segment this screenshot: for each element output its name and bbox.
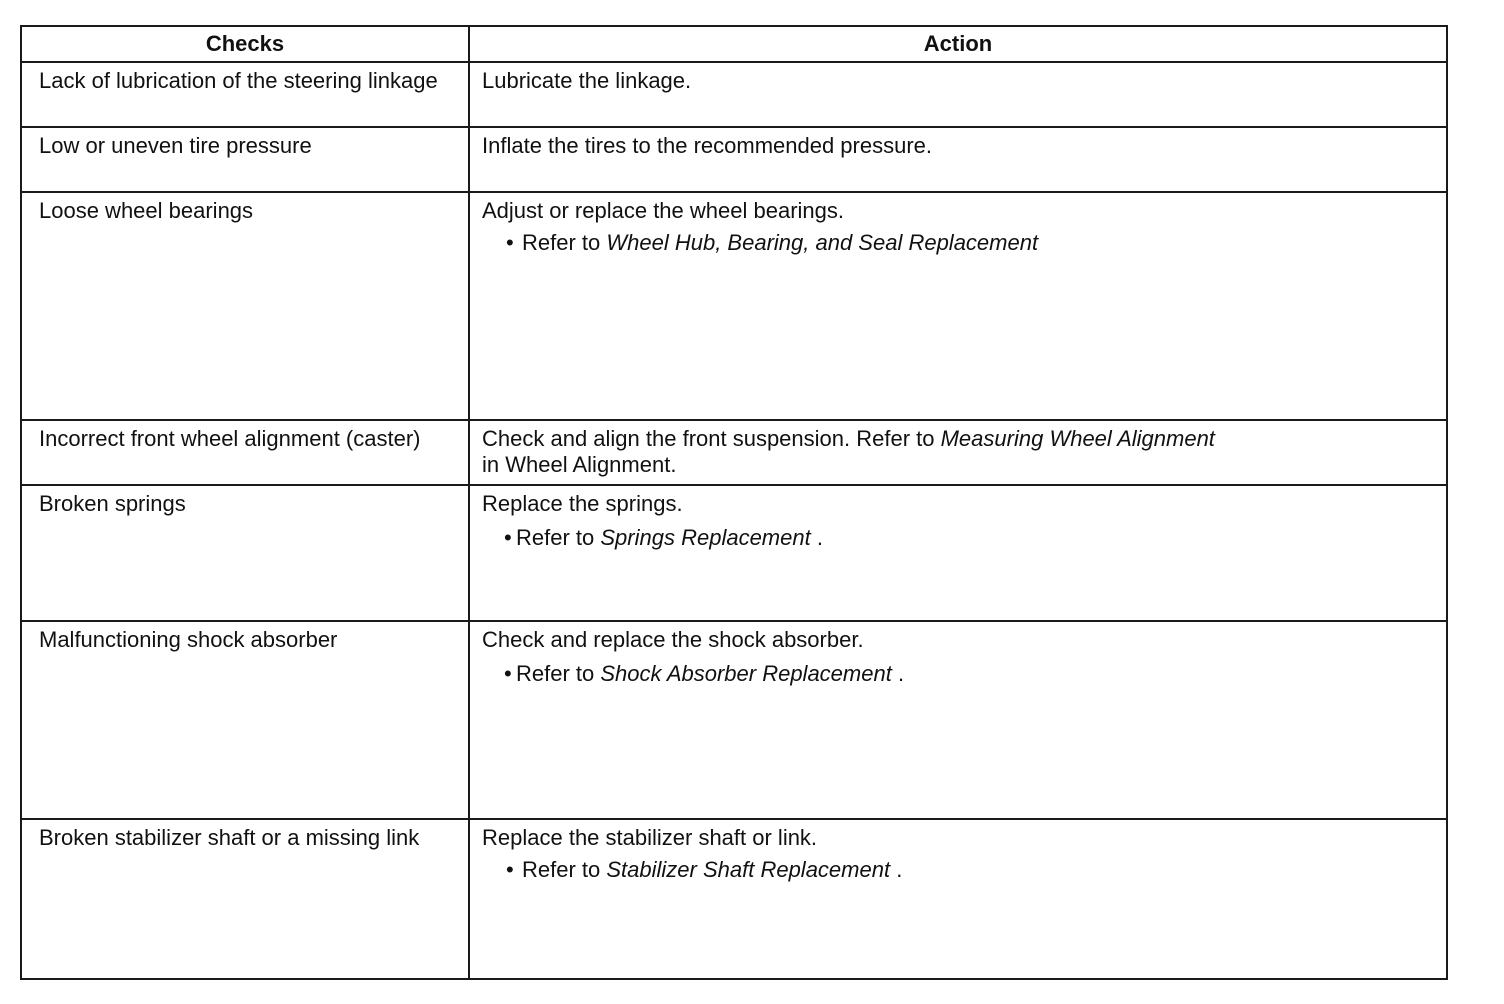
checks-column-header: Checks	[21, 26, 469, 62]
table-row	[21, 485, 1447, 621]
action-cell	[469, 819, 1447, 979]
check-cell	[21, 192, 469, 420]
action-cell	[469, 192, 1447, 420]
action-cell	[469, 127, 1447, 192]
action-cell	[469, 420, 1447, 485]
table-row	[21, 621, 1447, 819]
check-text: Incorrect front wheel alignment (caster)	[39, 426, 421, 451]
check-text: Broken stabilizer shaft or a missing link	[39, 825, 420, 850]
bullet-icon: •	[504, 525, 512, 550]
reference-suffix: .	[890, 857, 903, 882]
reference-title: Wheel Hub, Bearing, and Seal Replacement	[606, 230, 1039, 255]
diagnosis-table	[20, 25, 1448, 980]
reference-title: Measuring Wheel Alignment	[940, 426, 1215, 451]
check-cell	[21, 485, 469, 621]
table-row	[21, 192, 1447, 420]
reference-suffix: .	[891, 661, 905, 686]
check-cell	[21, 420, 469, 485]
check-text: Low or uneven tire pressure	[39, 133, 312, 158]
table-row	[21, 819, 1447, 979]
reference-line	[482, 230, 1436, 256]
action-text: Adjust or replace the wheel bearings.	[482, 198, 844, 223]
action-cell	[469, 485, 1447, 621]
reference-title: Stabilizer Shaft Replacement	[606, 857, 891, 882]
bullet-icon: •	[506, 857, 514, 882]
reference-title: Springs Replacement	[600, 525, 811, 550]
reference-suffix: .	[810, 525, 823, 550]
reference-prefix: Refer to	[522, 857, 607, 882]
action-prefix: Check and align the front suspension. Refer to	[482, 426, 941, 451]
action-cell	[469, 62, 1447, 127]
check-text: Lack of lubrication of the steering linkage	[39, 68, 438, 93]
action-suffix: in Wheel Alignment.	[482, 452, 677, 477]
action-column-header: Action	[469, 26, 1447, 62]
action-text: Replace the stabilizer shaft or link.	[482, 825, 818, 850]
bullet-icon: •	[506, 230, 514, 255]
action-text: Inflate the tires to the recommended pressure.	[482, 133, 933, 158]
reference-line	[482, 661, 1436, 687]
check-cell	[21, 819, 469, 979]
reference-prefix: Refer to	[522, 230, 607, 255]
table-row	[21, 127, 1447, 192]
header-row	[21, 26, 1447, 62]
reference-line	[482, 857, 1436, 883]
action-cell	[469, 621, 1447, 819]
action-text: Lubricate the linkage.	[482, 68, 692, 93]
check-text: Malfunctioning shock absorber	[39, 627, 338, 652]
check-cell	[21, 62, 469, 127]
reference-prefix: Refer to	[516, 525, 601, 550]
table-row	[21, 420, 1447, 485]
action-text	[470, 421, 1446, 478]
check-cell	[21, 127, 469, 192]
table-row	[21, 62, 1447, 127]
check-text: Loose wheel bearings	[39, 198, 254, 223]
bullet-icon: •	[504, 661, 512, 686]
action-text: Check and replace the shock absorber.	[482, 627, 864, 652]
action-text: Replace the springs.	[482, 491, 683, 516]
reference-prefix: Refer to	[516, 661, 601, 686]
reference-title: Shock Absorber Replacement	[600, 661, 892, 686]
reference-line	[482, 525, 1436, 551]
check-text: Broken springs	[39, 491, 186, 516]
check-cell	[21, 621, 469, 819]
